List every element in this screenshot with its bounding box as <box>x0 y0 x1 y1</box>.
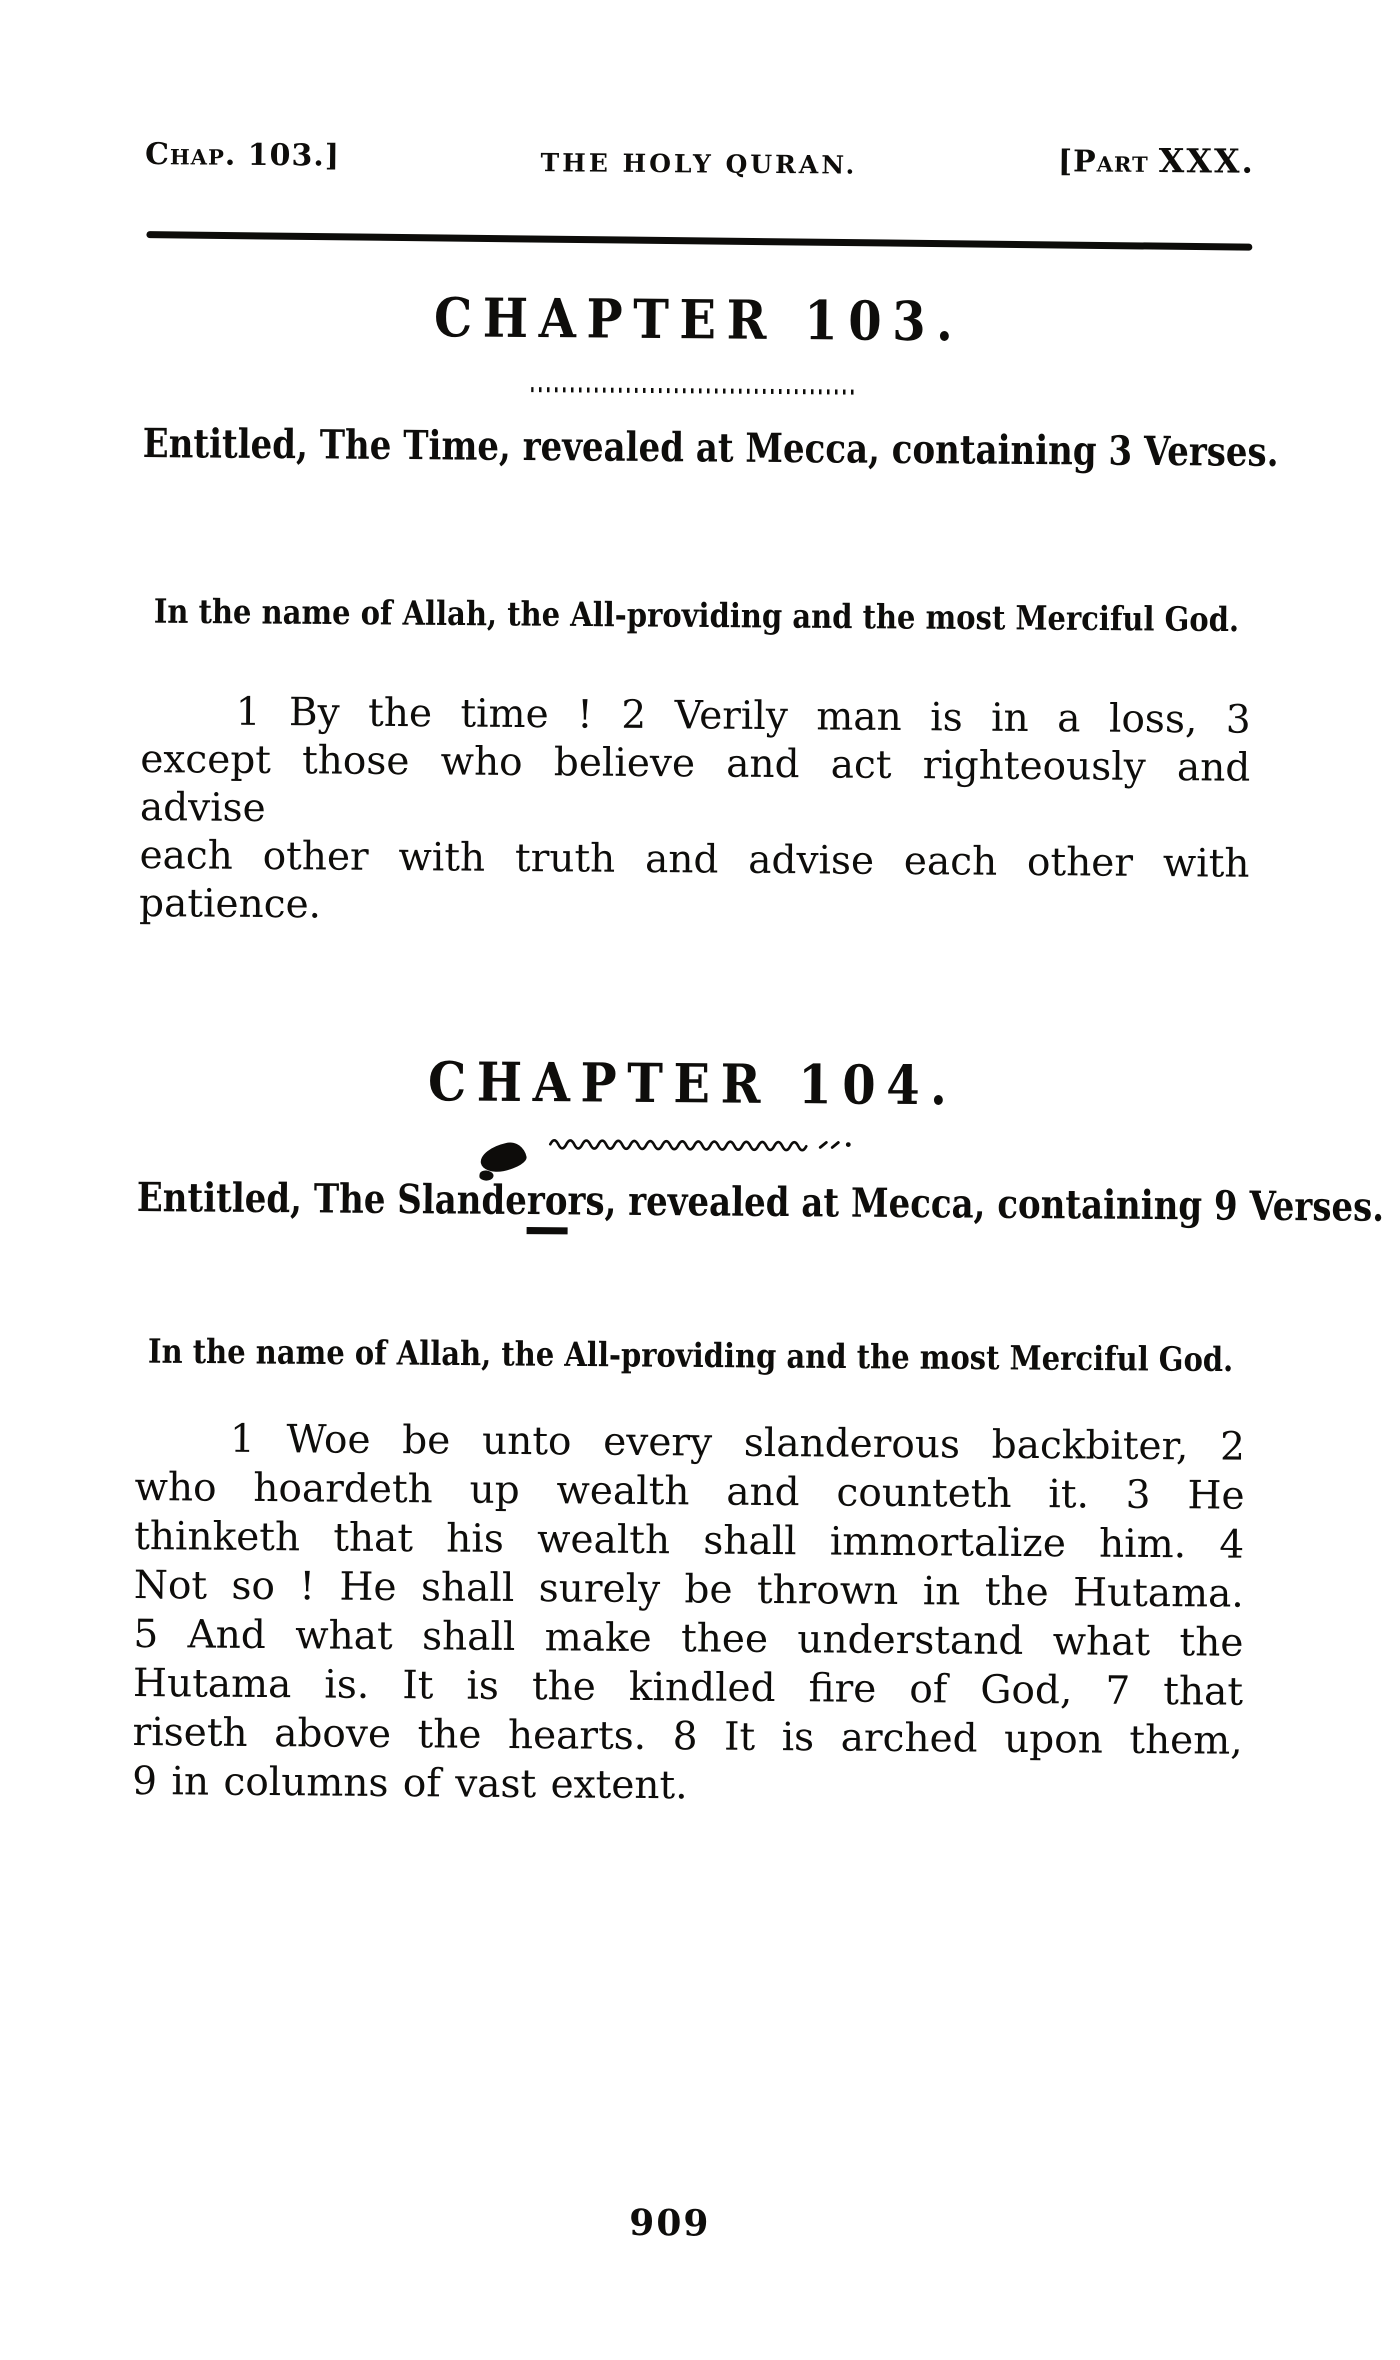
verse-line: Not so ! He shall surely be thrown in the Hutama. <box>133 1562 1244 1617</box>
verse-line: 5 And what shall make thee understand what the <box>133 1611 1244 1666</box>
chapter-103-bismillah: In the name of Allah, the All-providing and the most Merciful God. <box>153 591 1240 640</box>
part-numeral: XXX. <box>1158 141 1256 181</box>
wavy-rule-icon <box>548 1133 858 1155</box>
verse-line: Hutama is. It is the kindled fire of God, 7 that <box>132 1660 1244 1715</box>
chapter-103-subtitle: Entitled, The Time, revealed at Mecca, containing 3 Verses. <box>142 420 1279 477</box>
chapter-104-subtitle <box>136 1174 1385 1232</box>
header-rule-icon <box>146 231 1252 251</box>
chapter-104-bismillah: In the name of Allah, the All-providing and the most Merciful God. <box>147 1331 1234 1380</box>
running-header-chapter: Chap. 103.] <box>144 137 341 174</box>
verse-line: patience. <box>138 881 322 928</box>
chapter-104-verses <box>132 1414 1245 1815</box>
dotted-rule-icon <box>531 387 857 395</box>
verse-line: each other with truth and advise each other with <box>139 833 1250 887</box>
running-header <box>145 133 1255 181</box>
verse-line: thinketh that his wealth shall immortalize him. 4 <box>134 1513 1245 1568</box>
part-label: [Part <box>1057 144 1149 180</box>
subtitle-text-after: rs, revealed at Mecca, containing 9 Verses. <box>567 1177 1385 1232</box>
verse-line: except those who believe and act righteously and advise <box>139 737 1251 832</box>
running-header-book-title: THE HOLY QURAN. <box>540 148 858 180</box>
verse-line: riseth above the hearts. 8 It is arched upon them, <box>132 1709 1243 1764</box>
verse-line: 1 Woe be unto every slanderous backbiter, 2 <box>229 1416 1246 1470</box>
chapter-104-heading: CHAPTER 104. <box>427 1050 958 1118</box>
slanderors-underline: ro <box>527 1177 568 1234</box>
subtitle-text-before: Entitled, The Slande <box>136 1174 528 1225</box>
chapter-103-verses <box>139 688 1251 937</box>
verse-line: 1 By the time ! 2 Verily man is in a loss, 3 <box>235 689 1251 743</box>
page-number: 909 <box>629 2201 711 2245</box>
verse-line: 9 in columns of vast extent. <box>132 1758 688 1809</box>
ink-blot-icon <box>478 1140 528 1176</box>
chapter-103-heading: CHAPTER 103. <box>433 286 964 354</box>
verse-line: who hoardeth up wealth and counteth it. 3 He <box>134 1464 1245 1519</box>
running-header-part <box>1058 140 1255 181</box>
